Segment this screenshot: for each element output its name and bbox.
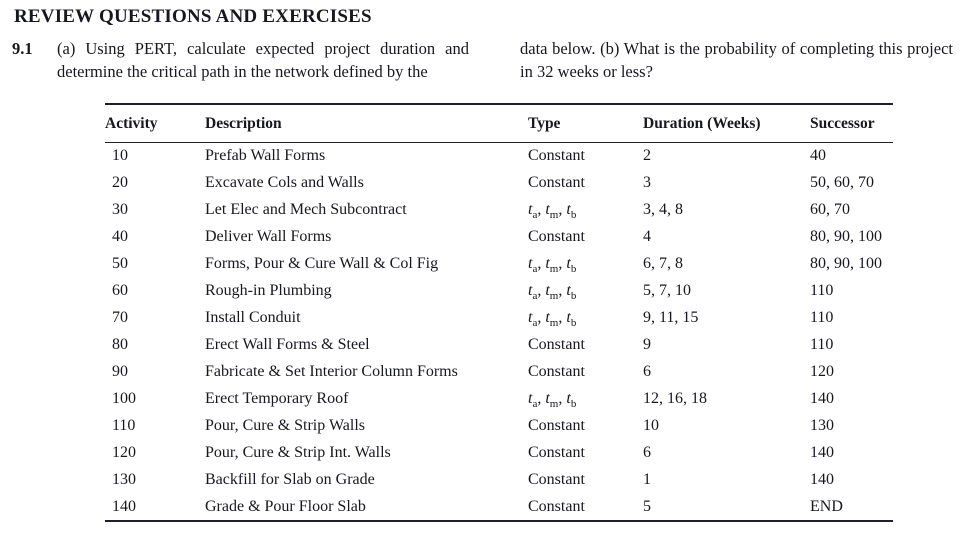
cell-type: Constant: [528, 444, 585, 461]
cell-activity: 50: [112, 255, 128, 272]
cell-description: Fabricate & Set Interior Column Forms: [205, 363, 458, 380]
column-header-type: Type: [528, 104, 643, 143]
cell-duration: 1: [643, 471, 651, 488]
cell-type: Constant: [528, 417, 585, 434]
cell-description: Erect Temporary Roof: [205, 390, 349, 407]
cell-successor: 140: [810, 471, 834, 488]
table-row: [105, 440, 893, 467]
column-header-successor: Successor: [810, 104, 893, 143]
cell-description: Install Conduit: [205, 309, 301, 326]
table-header-row: [105, 104, 893, 143]
cell-activity: 80: [112, 336, 128, 353]
cell-type: Constant: [528, 471, 585, 488]
question-number: 9.1: [12, 39, 33, 58]
cell-duration: 2: [643, 147, 651, 165]
cell-type: $t_a$, $t_m$, $t_b$: [528, 255, 577, 276]
cell-activity: 110: [112, 417, 136, 434]
cell-description: Let Elec and Mech Subcontract: [205, 201, 407, 218]
cell-duration: 6, 7, 8: [643, 255, 683, 272]
cell-description: Pour, Cure & Strip Int. Walls: [205, 444, 391, 461]
cell-successor: 40: [810, 147, 826, 165]
cell-type: Constant: [528, 363, 585, 380]
cell-activity: 120: [112, 444, 136, 461]
cell-duration: 12, 16, 18: [643, 390, 707, 407]
column-header-duration: Duration (Weeks): [643, 104, 810, 143]
cell-activity: 10: [112, 147, 128, 165]
cell-successor: END: [810, 497, 843, 515]
cell-duration: 9: [643, 336, 651, 353]
cell-type: $t_a$, $t_m$, $t_b$: [528, 282, 577, 303]
cell-activity: 60: [112, 282, 128, 299]
cell-successor: 110: [810, 309, 834, 326]
table-row: [105, 305, 893, 332]
question-text-left-column: (a) Using PERT, calculate expected project duration and determine the critical path in the network defined by the: [57, 39, 469, 81]
cell-duration: 6: [643, 444, 651, 461]
cell-successor: 110: [810, 336, 834, 353]
cell-successor: 80, 90, 100: [810, 255, 882, 272]
cell-description: Deliver Wall Forms: [205, 228, 332, 245]
table-row: [105, 413, 893, 440]
cell-type: Constant: [528, 336, 585, 353]
table-row: [105, 386, 893, 413]
cell-activity: 70: [112, 309, 128, 326]
table-row: [105, 332, 893, 359]
cell-type: Constant: [528, 228, 585, 245]
cell-type: $t_a$, $t_m$, $t_b$: [528, 201, 577, 222]
column-header-activity: Activity: [105, 104, 205, 143]
cell-duration: 6: [643, 363, 651, 380]
column-header-description: Description: [205, 104, 528, 143]
table-row: [105, 494, 893, 521]
cell-successor: 60, 70: [810, 201, 850, 218]
cell-activity: 90: [112, 363, 128, 380]
cell-duration: 4: [643, 228, 651, 245]
table-row: [105, 359, 893, 386]
cell-successor: 140: [810, 444, 834, 461]
cell-description: Prefab Wall Forms: [205, 147, 326, 165]
table-row: [105, 467, 893, 494]
cell-successor: 50, 60, 70: [810, 174, 874, 191]
cell-successor: 120: [810, 363, 834, 380]
question-columns: [57, 38, 958, 83]
cell-description: Grade & Pour Floor Slab: [205, 497, 366, 515]
cell-successor: 110: [810, 282, 834, 299]
cell-description: Erect Wall Forms & Steel: [205, 336, 370, 353]
cell-successor: 80, 90, 100: [810, 228, 882, 245]
cell-duration: 9, 11, 15: [643, 309, 699, 326]
cell-description: Pour, Cure & Strip Walls: [205, 417, 365, 434]
cell-duration: 3, 4, 8: [643, 201, 683, 218]
cell-description: Excavate Cols and Walls: [205, 174, 364, 191]
activity-table-body: [105, 143, 893, 521]
cell-type: Constant: [528, 147, 585, 165]
cell-duration: 10: [643, 417, 659, 434]
cell-type: Constant: [528, 497, 585, 515]
table-row: [105, 143, 893, 170]
cell-type: $t_a$, $t_m$, $t_b$: [528, 309, 577, 330]
cell-duration: 3: [643, 174, 651, 191]
cell-duration: 5, 7, 10: [643, 282, 691, 299]
cell-activity: 130: [112, 471, 136, 488]
cell-type: Constant: [528, 174, 585, 191]
table-row: [105, 224, 893, 251]
cell-duration: 5: [643, 497, 651, 515]
question-9-1: [12, 38, 958, 83]
cell-description: Forms, Pour & Cure Wall & Col Fig: [205, 255, 439, 272]
cell-description: Backfill for Slab on Grade: [205, 471, 375, 488]
cell-successor: 130: [810, 417, 834, 434]
table-row: [105, 170, 893, 197]
question-text-right-column: data below. (b) What is the probability of completing this project in 32 weeks or less?: [520, 39, 953, 81]
table-row: [105, 278, 893, 305]
table-row: [105, 197, 893, 224]
cell-activity: 20: [112, 174, 128, 191]
cell-activity: 40: [112, 228, 128, 245]
cell-description: Rough-in Plumbing: [205, 282, 332, 299]
cell-type: $t_a$, $t_m$, $t_b$: [528, 390, 577, 411]
section-title: REVIEW QUESTIONS AND EXERCISES: [14, 6, 372, 27]
table-row: [105, 251, 893, 278]
cell-activity: 100: [112, 390, 136, 407]
cell-activity: 30: [112, 201, 128, 218]
cell-activity: 140: [112, 497, 136, 515]
activity-table: [105, 103, 893, 522]
cell-successor: 140: [810, 390, 834, 407]
